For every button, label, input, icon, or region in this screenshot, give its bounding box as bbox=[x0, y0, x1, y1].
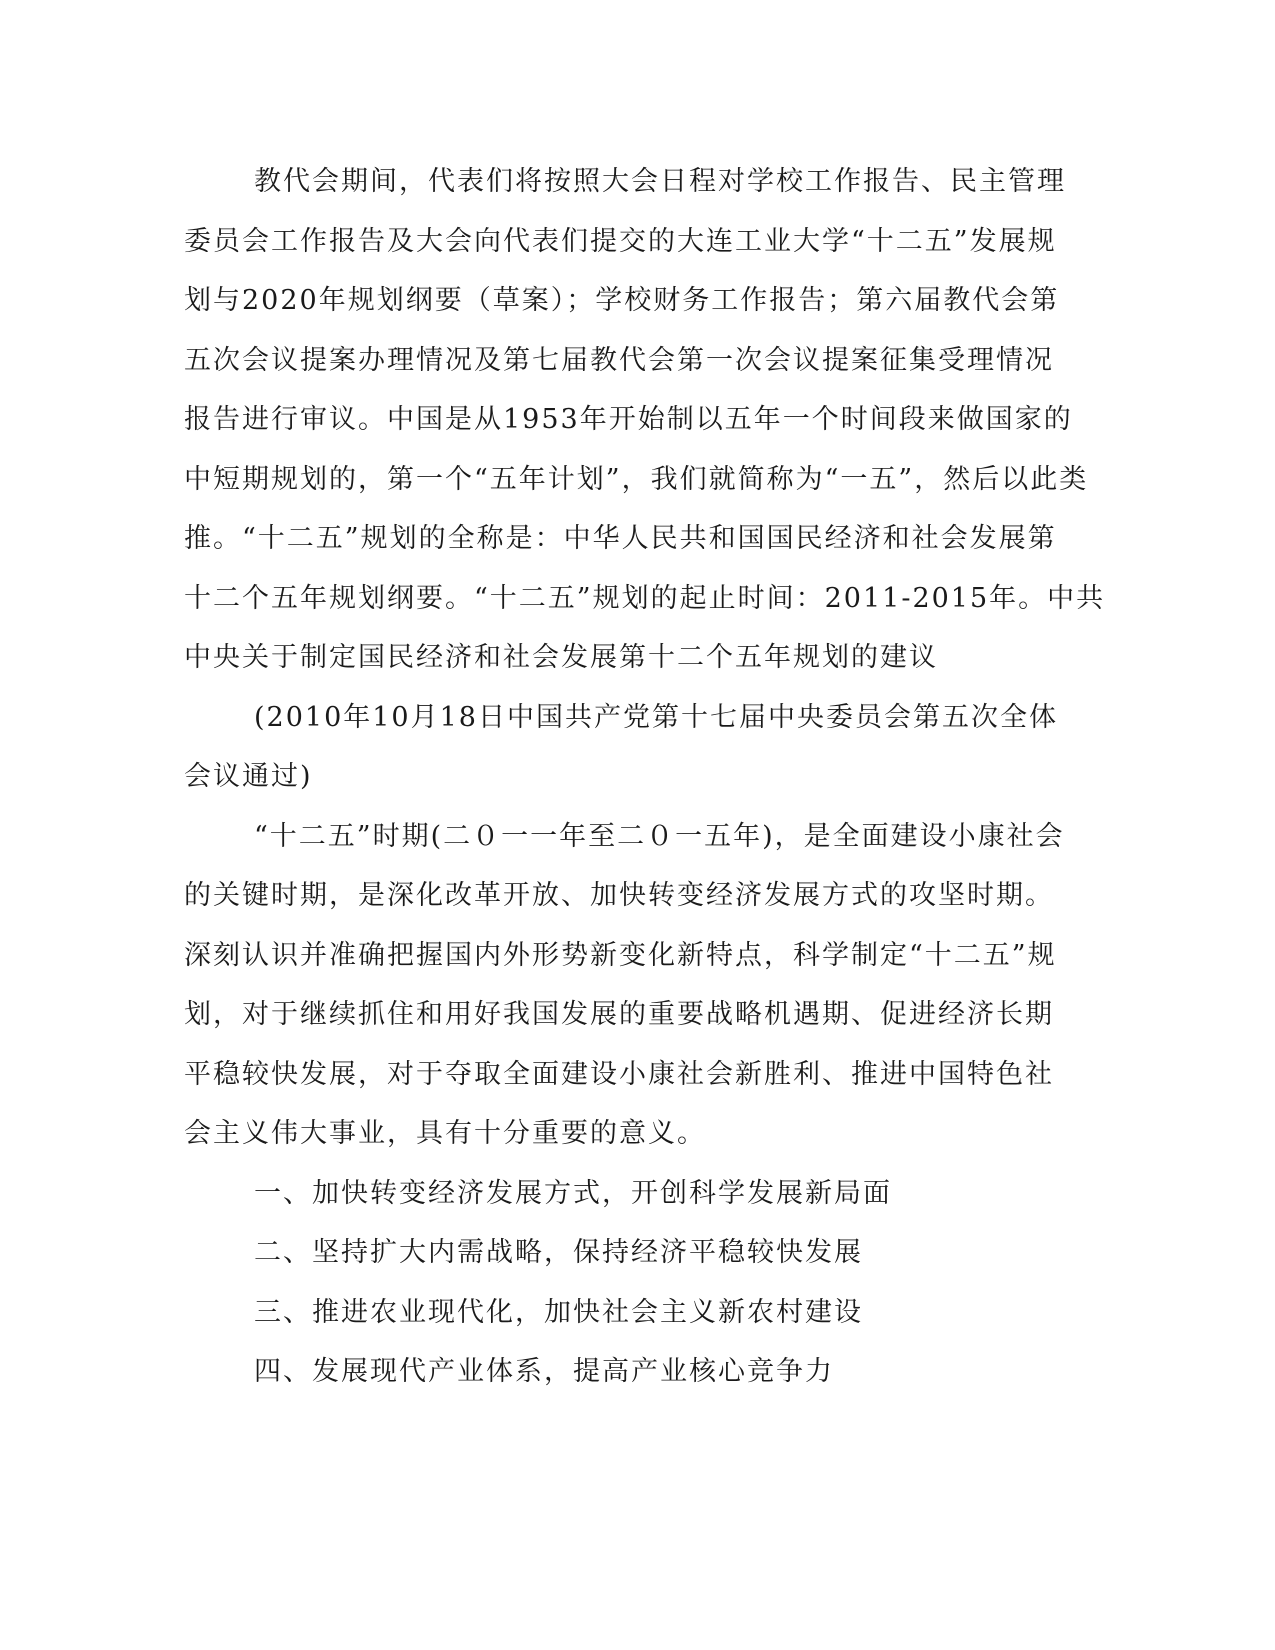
section-heading: 一、加快转变经济发展方式，开创科学发展新局面 bbox=[254, 1177, 892, 1209]
section-heading: 二、坚持扩大内需战略，保持经济平稳较快发展 bbox=[254, 1237, 863, 1268]
paragraph-line: 的关键时期，是深化改革开放、加快转变经济发展方式的攻坚时期。 bbox=[184, 880, 1054, 911]
paragraph-line: 教代会期间，代表们将按照大会日程对学校工作报告、民主管理 bbox=[254, 166, 1066, 197]
paragraph-line: 平稳较快发展，对于夺取全面建设小康社会新胜利、推进中国特色社 bbox=[184, 1058, 1054, 1090]
paragraph-line: 中央关于制定国民经济和社会发展第十二个五年规划的建议 bbox=[184, 642, 938, 673]
paragraph-line: 会议通过) bbox=[184, 761, 313, 792]
paragraph-line: 会主义伟大事业，具有十分重要的意义。 bbox=[184, 1118, 706, 1149]
paragraph-line: 深刻认识并准确把握国内外形势新变化新特点，科学制定“十二五”规 bbox=[184, 939, 1057, 971]
paragraph-line: (2010年10月18日中国共产党第十七届中央委员会第五次全体 bbox=[254, 701, 1058, 733]
paragraph-line: 委员会工作报告及大会向代表们提交的大连工业大学“十二五”发展规 bbox=[184, 225, 1057, 257]
paragraph-line: 划，对于继续抓住和用好我国发展的重要战略机遇期、促进经济长期 bbox=[184, 999, 1054, 1030]
document-body bbox=[184, 152, 1106, 1402]
paragraph-line: 中短期规划的，第一个“五年计划”，我们就简称为“一五”，然后以此类 bbox=[184, 463, 1089, 495]
section-heading: 四、发展现代产业体系，提高产业核心竞争力 bbox=[254, 1356, 834, 1387]
paragraph-line: 五次会议提案办理情况及第七届教代会第一次会议提案征集受理情况 bbox=[184, 344, 1054, 376]
paragraph-line: “十二五”时期(二０一一年至二０一五年)，是全面建设小康社会 bbox=[254, 820, 1065, 852]
paragraph-line: 推。“十二五”规划的全称是：中华人民共和国国民经济和社会发展第 bbox=[184, 523, 1057, 554]
section-heading: 三、推进农业现代化，加快社会主义新农村建设 bbox=[254, 1296, 863, 1328]
paragraph-line: 报告进行审议。中国是从1953年开始制以五年一个时间段来做国家的 bbox=[184, 404, 1073, 435]
paragraph-line: 十二个五年规划纲要。“十二五”规划的起止时间：2011-2015年。中共 bbox=[184, 582, 1106, 614]
paragraph-line: 划与2020年规划纲要（草案）；学校财务工作报告；第六届教代会第 bbox=[184, 285, 1060, 316]
